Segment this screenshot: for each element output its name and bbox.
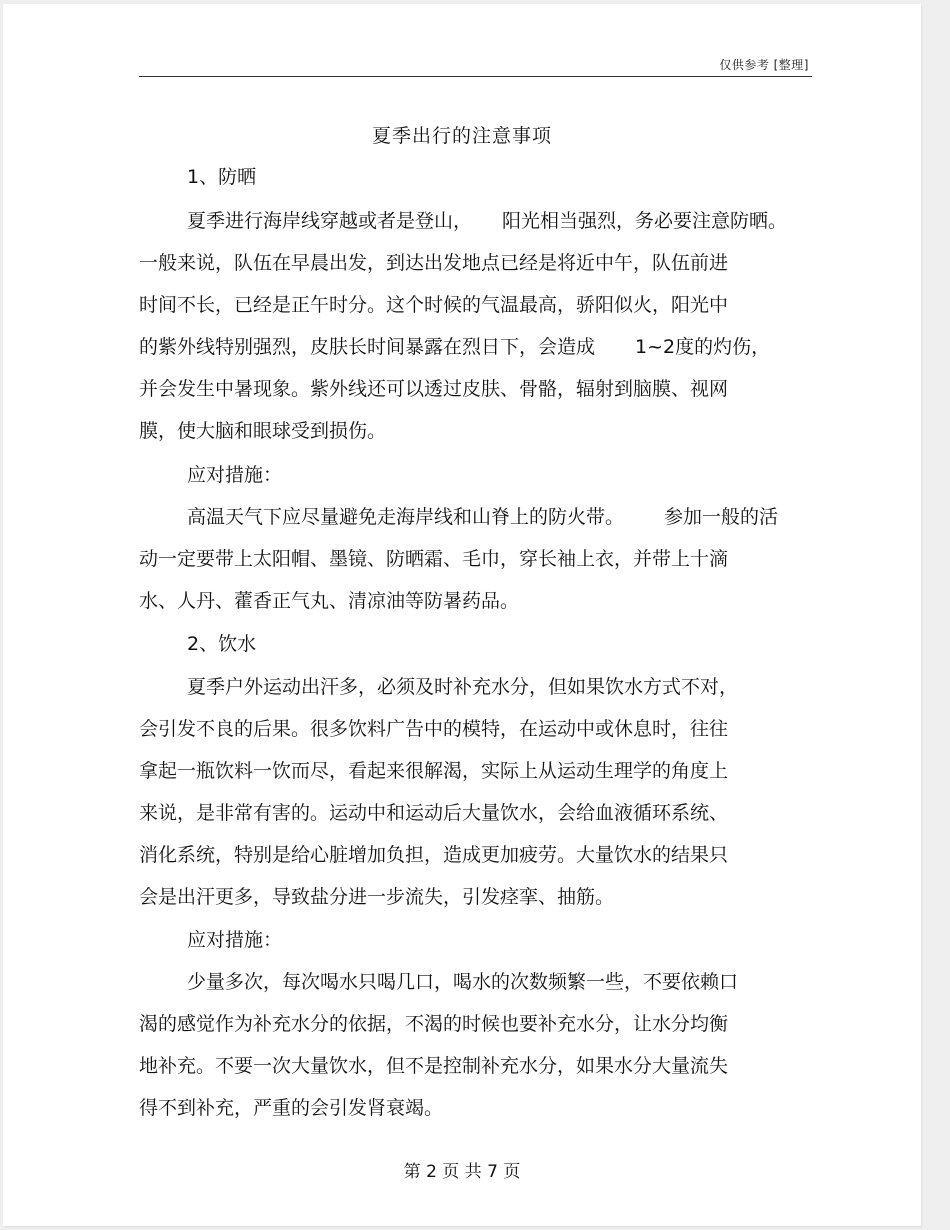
document-page: [3, 4, 921, 1226]
paragraph-line: 少量多次，每次喝水只喝几口，喝水的次数频繁一些，不要依赖口: [187, 971, 739, 993]
paragraph-line: 拿起一瓶饮料一饮而尽，看起来很解渴，实际上从运动生理学的角度上: [139, 760, 729, 782]
text-segment: 参加一般的活: [664, 506, 779, 528]
paragraph-line: 来说，是非常有害的。运动中和运动后大量饮水，会给血液循环系统、: [139, 802, 729, 824]
page-number: 第 2 页 共 7 页: [403, 1162, 521, 1182]
measures-heading: 应对措施：: [187, 929, 283, 951]
paragraph-line: 膜，使大脑和眼球受到损伤。: [139, 420, 387, 442]
paragraph-line: 消化系统，特别是给心脏增加负担，造成更加疲劳。大量饮水的结果只: [139, 844, 729, 866]
text-segment: 夏季进行海岸线穿越或者是登山，: [187, 210, 473, 232]
document-title: 夏季出行的注意事项: [371, 125, 552, 147]
paragraph-line: 得不到补充，严重的会引发肾衰竭。: [139, 1097, 444, 1119]
paragraph-line: [187, 505, 778, 529]
paragraph-line: 时间不长，已经是正午时分。这个时候的气温最高，骄阳似火，阳光中: [139, 294, 729, 316]
paragraph-line: 水、人丹、藿香正气丸、清凉油等防暑药品。: [139, 590, 520, 612]
paragraph-line: 地补充。不要一次大量饮水，但不是控制补充水分，如果水分大量流失: [139, 1055, 729, 1077]
text-segment: 高温天气下应尽量避免走海岸线和山脊上的防火带。: [187, 506, 625, 528]
paragraph-line: [187, 209, 787, 233]
header-note: 仅供参考 [整理]: [719, 58, 809, 72]
paragraph-line: 并会发生中暑现象。紫外线还可以透过皮肤、骨骼，辐射到脑膜、视网: [139, 378, 729, 400]
text-segment: 1~2度的灼伤，: [635, 336, 771, 358]
paragraph-line: 动一定要带上太阳帽、墨镜、防晒霜、毛巾，穿长袖上衣，并带上十滴: [139, 548, 729, 570]
paragraph-line: 渴的感觉作为补充水分的依据，不渴的时候也要补充水分，让水分均衡: [139, 1013, 729, 1035]
text-segment: 阳光相当强烈，务必要注意防晒。: [502, 210, 788, 232]
section-heading-drinking-water: 2、饮水: [187, 633, 257, 655]
paragraph-line: [139, 335, 770, 359]
paragraph-line: 会引发不良的后果。很多饮料广告中的模特，在运动中或休息时，往往: [139, 718, 729, 740]
section-heading-sun-protection: 1、防晒: [187, 166, 257, 188]
header-rule: [139, 76, 812, 77]
paragraph-line: 夏季户外运动出汗多，必须及时补充水分，但如果饮水方式不对，: [187, 676, 739, 698]
paragraph-line: 一般来说，队伍在早晨出发，到达出发地点已经是将近中午，队伍前进: [139, 252, 729, 274]
text-segment: 的紫外线特别强烈，皮肤长时间暴露在烈日下，会造成: [139, 336, 596, 358]
measures-heading: 应对措施：: [187, 464, 283, 486]
paragraph-line: 会是出汗更多，导致盐分进一步流失，引发痉挛、抽筋。: [139, 886, 615, 908]
